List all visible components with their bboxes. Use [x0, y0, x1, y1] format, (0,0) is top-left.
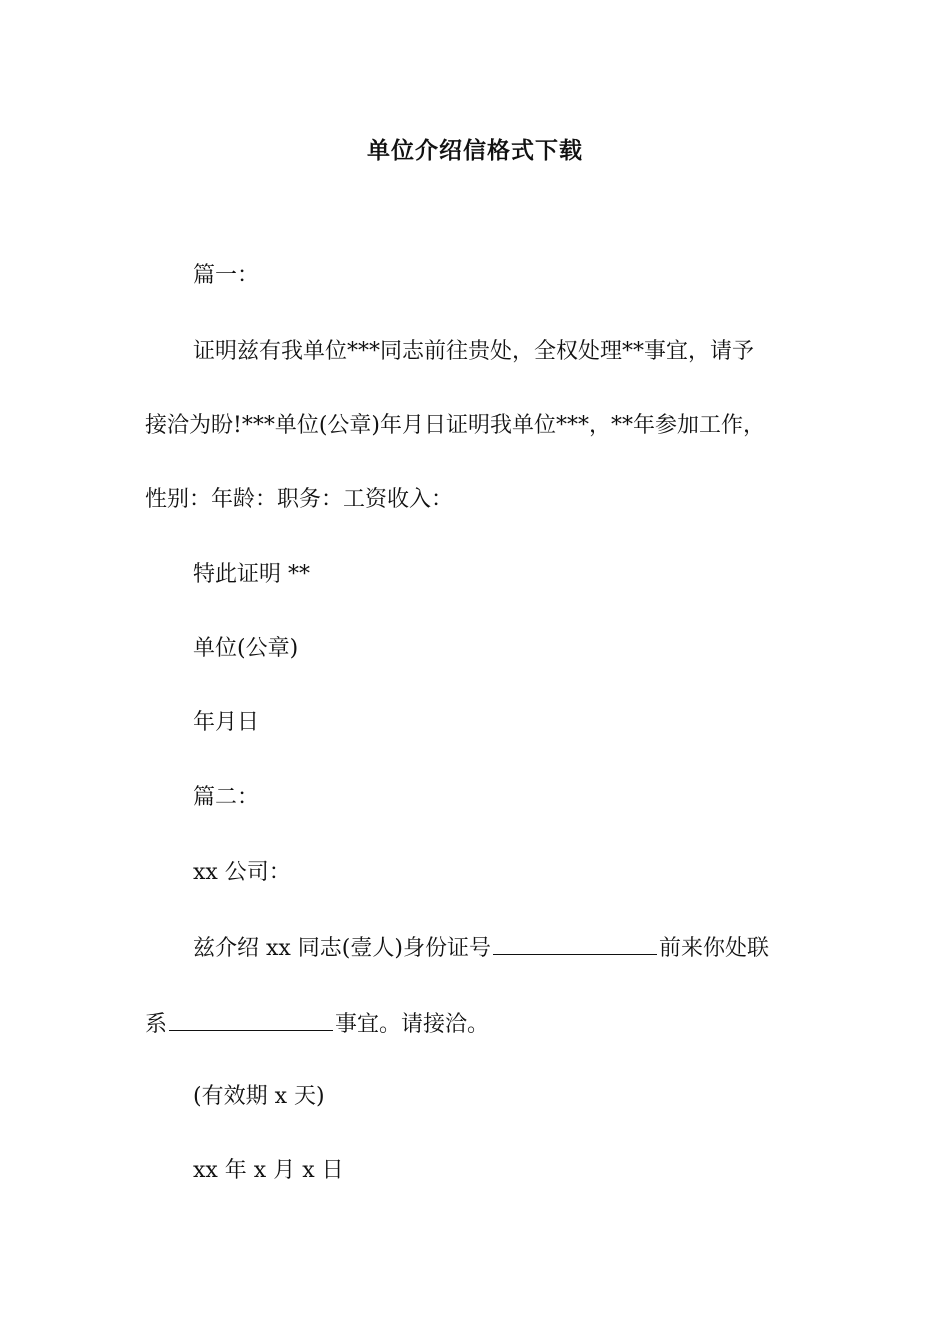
- addressee: xx 公司：: [193, 860, 291, 885]
- closing-line: 年月日: [193, 710, 260, 735]
- section-heading: 篇一：: [193, 263, 260, 288]
- paragraph-line: 性别：年龄：职务：工资收入：: [145, 487, 454, 512]
- closing-line: 特此证明 **: [193, 562, 310, 587]
- paragraph-line: [145, 1008, 489, 1041]
- closing-line: 单位(公章): [193, 636, 299, 661]
- date-line: xx 年 x 月 x 日: [193, 1158, 344, 1183]
- paragraph-line: [193, 932, 769, 965]
- section-heading: 篇二：: [193, 785, 260, 810]
- fill-in-blank: [169, 1008, 333, 1031]
- validity-note: (有效期 x 天): [193, 1084, 325, 1109]
- text-segment: 前来你处联: [658, 936, 769, 961]
- text-segment: 事宜。请接洽。: [335, 1012, 490, 1037]
- paragraph-line: 证明兹有我单位***同志前往贵处，全权处理**事宜，请予: [193, 339, 755, 364]
- fill-in-blank: [493, 932, 657, 955]
- text-segment: 兹介绍 xx 同志(壹人)身份证号: [193, 936, 491, 961]
- text-segment: 系: [145, 1012, 168, 1037]
- document-title: 单位介绍信格式下载: [367, 137, 583, 164]
- paragraph-line: 接洽为盼!***单位(公章)年月日证明我单位***，**年参加工作，: [145, 413, 766, 438]
